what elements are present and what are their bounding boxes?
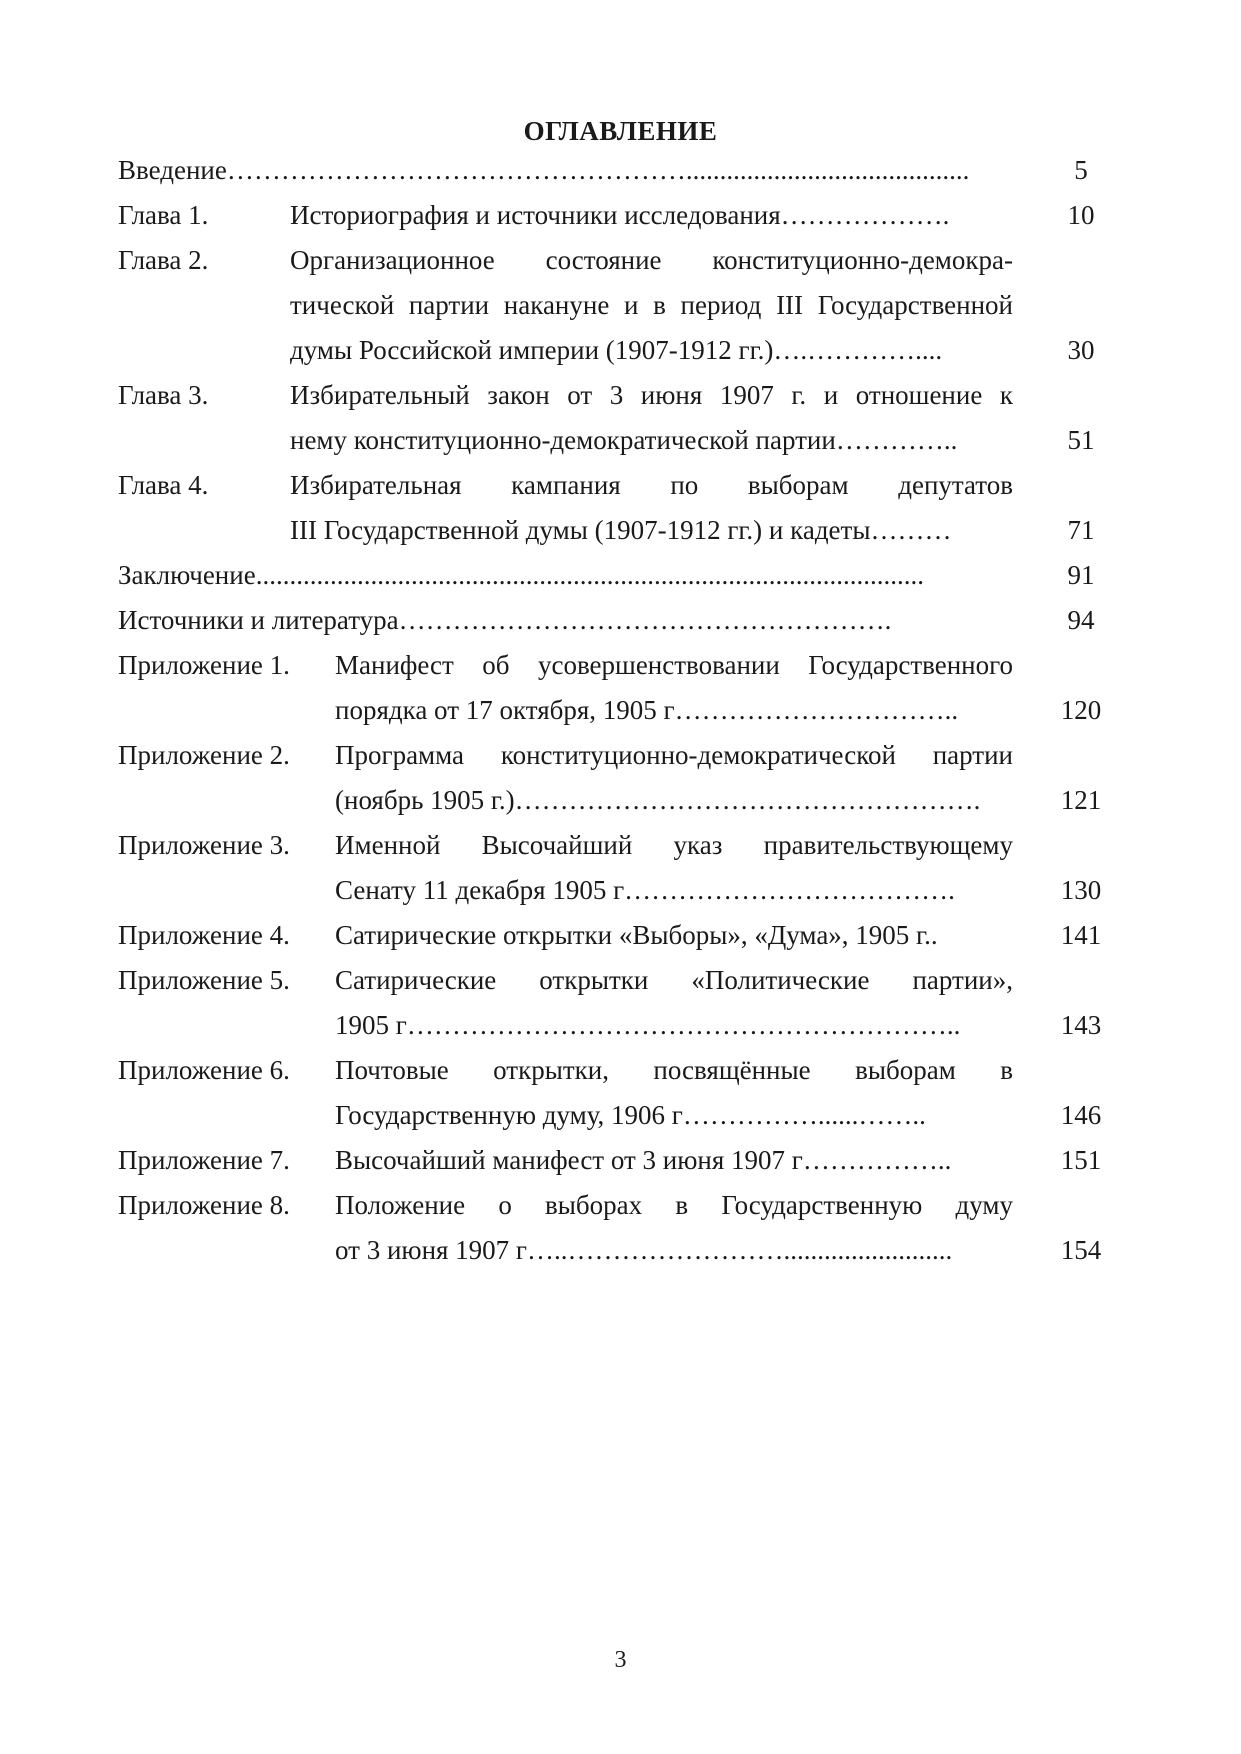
toc-entry-page-number: 120 (1060, 695, 1102, 725)
toc-entry-page-number: 71 (1067, 515, 1095, 545)
toc-entry-text-line: Государственную думу, 1906 г……………......…….. (335, 1100, 926, 1130)
toc-entry-label: Приложение 2. (118, 740, 290, 770)
toc-entry-text-line: думы Российской империи (1907-1912 гг.)….………….... (290, 335, 943, 365)
toc-entry-label: Приложение 1. (118, 650, 290, 680)
toc-entry-page-number: 94 (1067, 605, 1095, 635)
toc-entry-page-number: 51 (1067, 425, 1095, 455)
toc-entry-text-line: Введение…………………………………………….......................................... (118, 155, 970, 185)
toc-entry-text-line: нему конституционно-демократической партии………….. (290, 425, 958, 455)
toc-entry-text-line: Заключение................................................................................................... (118, 560, 924, 590)
toc-entry-text-line: Источники и литература………………………………………………. (118, 605, 892, 635)
toc-entry-label: Глава 3. (118, 380, 209, 410)
page-title: ОГЛАВЛЕНИЕ (523, 116, 718, 146)
toc-entry-label: Приложение 3. (118, 830, 290, 860)
toc-entry-text-line: Именной Высочайший указ правительствующему (335, 830, 1013, 860)
toc-entry-text-line: Программа конституционно-демократической партии (335, 740, 1013, 770)
toc-entry-text-line: Манифест об усовершенствовании Государственного (335, 650, 1013, 680)
toc-entry-label: Приложение 5. (118, 965, 290, 995)
toc-entry-text-line: 1905 г…………………………………………………….. (335, 1010, 961, 1040)
toc-entry-page-number: 151 (1060, 1145, 1102, 1175)
toc-entry-page-number: 146 (1060, 1100, 1102, 1130)
toc-entry-text-line: Историография и источники исследования………………. (290, 200, 950, 230)
toc-entry-text-line: Сатирические открытки «Политические партии», (335, 965, 1013, 995)
toc-entry-text-line: III Государственной думы (1907-1912 гг.) и кадеты……… (290, 515, 952, 545)
toc-entry-page-number: 143 (1060, 1010, 1102, 1040)
toc-entry-label: Приложение 6. (118, 1055, 290, 1085)
toc-entry-text-line: Положение о выборах в Государственную думу (335, 1190, 1013, 1220)
toc-entry-label: Приложение 8. (118, 1190, 290, 1220)
toc-entry-label: Приложение 4. (118, 920, 290, 950)
toc-entry-text-line: (ноябрь 1905 г.)……………………………………………. (335, 785, 981, 815)
toc-entry-page-number: 30 (1067, 335, 1095, 365)
toc-entry-page-number: 10 (1067, 200, 1095, 230)
toc-entry-text-line: от 3 июня 1907 г…..……………………......................... (335, 1235, 953, 1265)
toc-entry-text-line: тической партии накануне и в период III Государственной (290, 290, 1013, 320)
page-number: 3 (614, 1647, 627, 1673)
toc-entry-page-number: 141 (1060, 920, 1102, 950)
toc-entry-text-line: Избирательный закон от 3 июня 1907 г. и отношение к (290, 380, 1013, 410)
toc-entry-text-line: Организационное состояние конституционно-демокра- (290, 245, 1013, 275)
toc-entry-label: Глава 4. (118, 470, 209, 500)
toc-entry-page-number: 154 (1060, 1235, 1102, 1265)
toc-entry-text-line: Сенату 11 декабря 1905 г………………………………. (335, 875, 955, 905)
toc-entry-text-line: Высочайший манифест от 3 июня 1907 г…………….. (335, 1145, 952, 1175)
toc-entry-label: Глава 2. (118, 245, 209, 275)
toc-entry-page-number: 130 (1060, 875, 1102, 905)
toc-entry-page-number: 121 (1060, 785, 1102, 815)
toc-entry-text-line: Почтовые открытки, посвящённые выборам в (335, 1055, 1013, 1085)
toc-entry-label: Приложение 7. (118, 1145, 290, 1175)
toc-entry-label: Глава 1. (118, 200, 209, 230)
toc-entry-text-line: Сатирические открытки «Выборы», «Дума», 1905 г.. (335, 920, 938, 950)
toc-entry-text-line: Избирательная кампания по выборам депутатов (290, 470, 1013, 500)
toc-entry-page-number: 5 (1074, 155, 1088, 185)
toc-entry-page-number: 91 (1067, 560, 1095, 590)
toc-entry-text-line: порядка от 17 октября, 1905 г………………………….. (335, 695, 959, 725)
